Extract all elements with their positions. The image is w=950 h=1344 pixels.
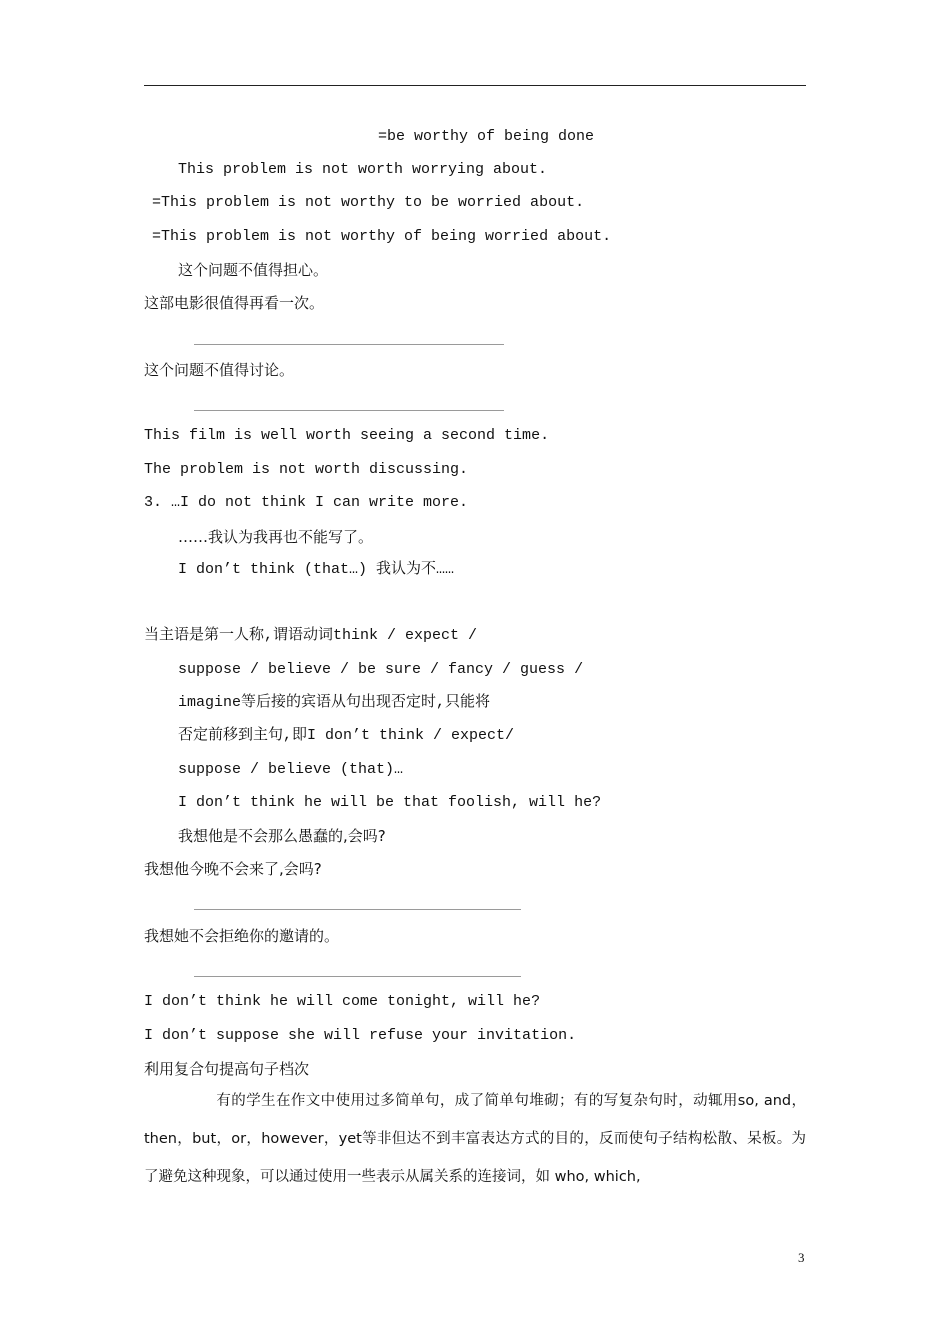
answer-line: This film is well worth seeing a second time. xyxy=(144,427,550,444)
section-heading: 利用复合句提高句子档次 xyxy=(144,1060,310,1078)
text-line: suppose / believe (that)… xyxy=(178,761,404,778)
text-line: 当主语是第一人称,谓语动词think / expect / xyxy=(144,627,478,644)
body-paragraph xyxy=(144,1082,806,1196)
paragraph-text: 有的学生在作文中使用过多简单句，成了简单句堆砌；有的写复杂句时，动辄用so, and，then，but，or，however，yet等非但达不到丰富表达方式的目的，反而使句子结构松散、呆板。为了避免这种现象，可以通过使用一些表示从属关系的连接词，如 who, which, xyxy=(144,1093,806,1185)
header-rule xyxy=(144,85,806,86)
text-line: I don’t think he will be that foolish, will he? xyxy=(178,794,602,811)
exercise-prompt: 我想他今晚不会来了,会吗? xyxy=(144,860,322,878)
text-line: I don’t think (that…) 我认为不…… xyxy=(178,561,455,578)
exercise-prompt: 我想她不会拒绝你的邀请的。 xyxy=(144,927,340,945)
exercise-prompt: 这部电影很值得再看一次。 xyxy=(144,294,325,312)
section-heading: 3. …I do not think I can write more. xyxy=(144,494,469,511)
text-line: imagine等后接的宾语从句出现否定时,只能将 xyxy=(178,694,491,711)
answer-blank xyxy=(194,344,504,345)
text-line: This problem is not worth worrying about. xyxy=(178,161,548,178)
text-line: ……我认为我再也不能写了。 xyxy=(178,528,374,546)
answer-blank xyxy=(194,410,504,411)
text-line: =This problem is not worthy of being worried about. xyxy=(152,228,612,245)
text-line: =be worthy of being done xyxy=(378,128,595,145)
text-line: =This problem is not worthy to be worried about. xyxy=(152,194,585,211)
text-line: 这个问题不值得担心。 xyxy=(178,261,329,279)
answer-blank xyxy=(194,976,521,977)
exercise-prompt: 这个问题不值得讨论。 xyxy=(144,361,295,379)
answer-line: I don’t suppose she will refuse your invitation. xyxy=(144,1027,577,1044)
page-number: 3 xyxy=(798,1250,805,1265)
answer-line: I don’t think he will come tonight, will he? xyxy=(144,993,541,1010)
answer-line: The problem is not worth discussing. xyxy=(144,461,469,478)
text-line: 否定前移到主句,即I don’t think / expect/ xyxy=(178,727,515,744)
text-line: suppose / believe / be sure / fancy / guess / xyxy=(178,661,584,678)
text-line: 我想他是不会那么愚蠢的,会吗? xyxy=(178,827,386,845)
answer-blank xyxy=(194,909,521,910)
